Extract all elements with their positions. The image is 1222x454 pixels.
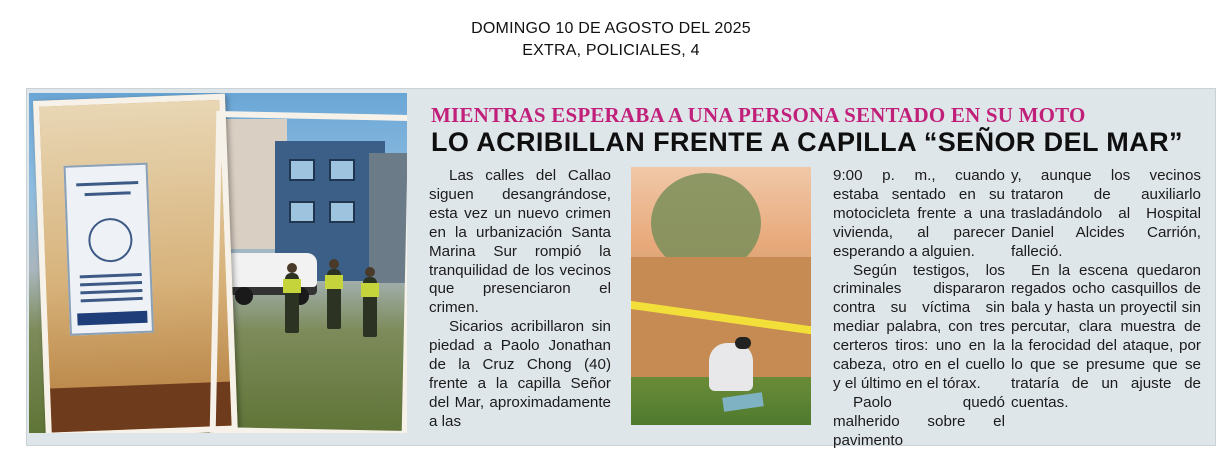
paragraph: y, aunque los vecinos trataron de auxiliarlo trasladándolo al Hospital Daniel Alcides Carrión, falleció. <box>1011 167 1201 260</box>
article-column-3 <box>833 167 1005 451</box>
chapel-wall-photo <box>33 94 238 433</box>
police-officer <box>327 269 341 329</box>
crime-scene-photo <box>631 167 811 425</box>
paragraph: Según testigos, los criminales dispararon contra su víctima sin mediar palabra, con tres certeros tiros: uno en la cabeza, otro en el cuello y el último en el tórax. <box>833 261 1005 392</box>
chapel-scene-photo <box>29 93 407 433</box>
news-clipping <box>26 88 1216 449</box>
date-line: DOMINGO 10 DE AGOSTO DEL 2025 <box>471 20 751 37</box>
paragraph: Las calles del Callao siguen desangrándose, esta vez un nuevo crimen en la urbanización Santa Marina Sur rompió la tranquilidad de los vecinos que presenciaron el crimen. <box>429 167 611 317</box>
article-column-1 <box>429 167 611 432</box>
paragraph: Sicarios acribillaron sin piedad a Paolo Jonathan de la Cruz Chong (40) frente a la capilla Señor del Mar, aproximadamente a las <box>429 318 611 430</box>
article-kicker: MIENTRAS ESPERABA A UNA PERSONA SENTADO EN SU MOTO <box>431 103 1086 127</box>
police-officer <box>363 277 377 337</box>
article-headline: LO ACRIBILLAN FRENTE A CAPILLA “SEÑOR DEL MAR” <box>431 127 1183 157</box>
chapel-plaque <box>64 163 154 336</box>
section-line: EXTRA, POLICIALES, 4 <box>522 42 700 59</box>
forensic-agent <box>709 343 753 391</box>
paragraph: Paolo quedó malherido sobre el pavimento <box>833 393 1005 449</box>
article-column-4 <box>1011 167 1201 413</box>
page-header <box>0 18 1222 62</box>
paragraph: 9:00 p. m., cuando estaba sentado en su motocicleta frente a una vivienda, al parecer esperando a alguien. <box>833 167 1005 260</box>
police-officer <box>285 273 299 333</box>
paragraph: En la escena quedaron regados ocho casquillos de bala y hasta un proyectil sin percutar, clara muestra de la ferocidad del ataque, por lo que se presume que se trataría de un ajuste de cuentas. <box>1011 261 1201 411</box>
